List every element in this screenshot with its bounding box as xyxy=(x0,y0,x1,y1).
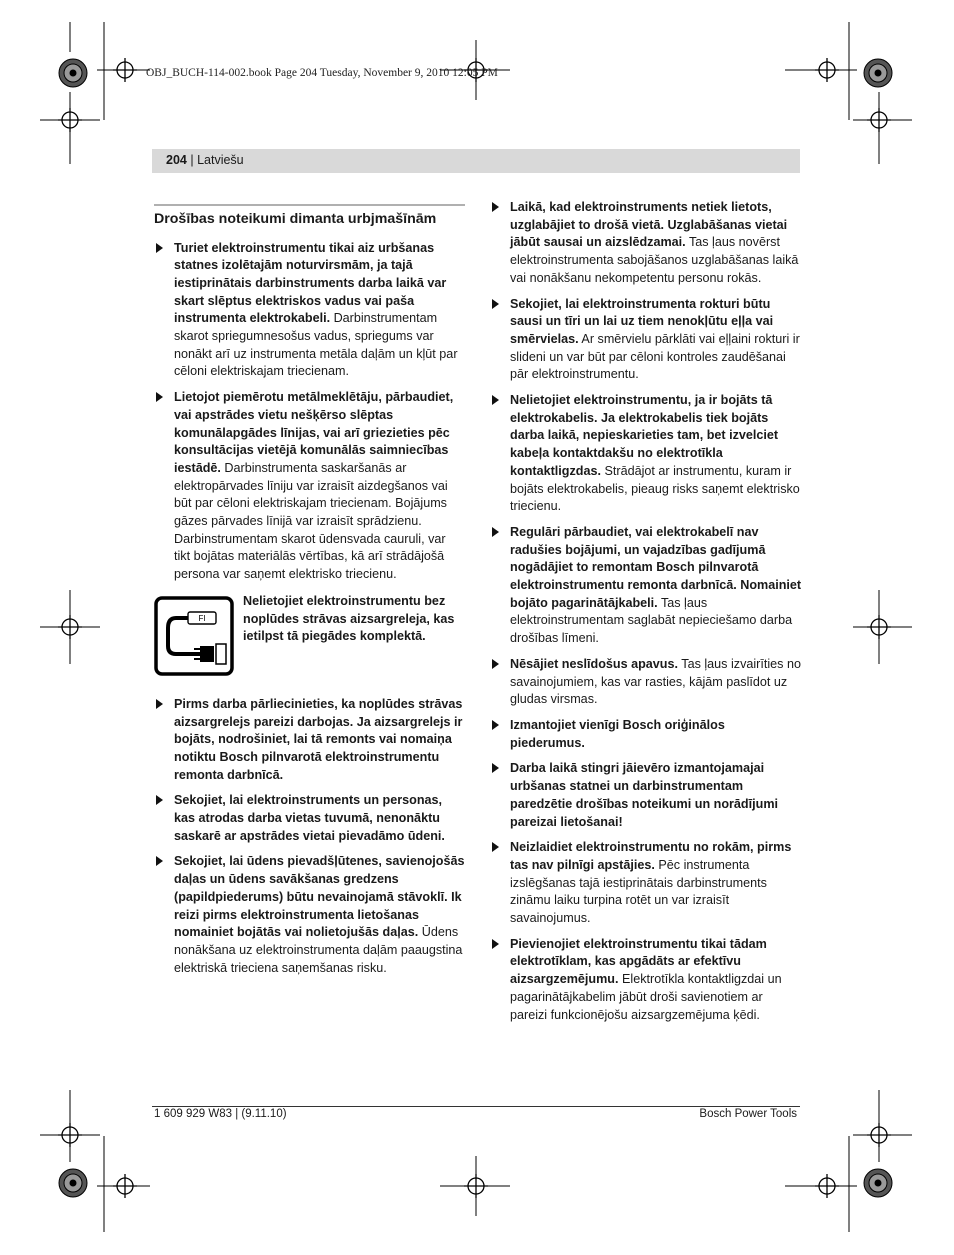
header-separator: | xyxy=(186,153,198,167)
page-header-bar xyxy=(152,149,800,173)
item-bold-text: Sekojiet, lai elektroinstrumenta rokturi būtu sausi un tīri un lai uz tiem nenokļūtu eļļa vai smērvielas. xyxy=(510,296,774,346)
item-bold-text: Laikā, kad elektroinstruments netiek lietots, uzglabājiet to drošā vietā. Uzglabāšanas vietai jābūt sausai un aizslēdzamai. xyxy=(510,200,788,250)
triangle-bullet-icon xyxy=(156,392,163,402)
item-bold-text: Pievienojiet elektroinstrumentu tikai tādam elektrotīklam, kas apgādāts ar efektīvu aizsargzemējumu. xyxy=(510,936,767,987)
triangle-bullet-icon xyxy=(492,299,499,309)
item-bold-text: Regulāri pārbaudiet, vai elektrokabelī nav radušies bojājumi, un vajadzības gadījumā nogādājiet to remontam Bosch pilnvarotā elektroinstrumentu remonta darbnīcā. Nomainiet bojāto pagarinātājkabeli. xyxy=(510,524,802,610)
slug-line: OBJ_BUCH-114-002.book Page 204 Tuesday, November 9, 2010 12:05 PM xyxy=(146,67,498,79)
list-item xyxy=(490,760,802,831)
list-item xyxy=(154,240,465,382)
item-text: Darbinstrumentam skarot spriegumnesošus vadus, spriegums var nonākt arī uz instrumenta metāla daļām un kļūt par cēloni elektriskajam triecienam. xyxy=(174,311,458,379)
triangle-bullet-icon xyxy=(492,395,499,405)
triangle-bullet-icon xyxy=(156,699,163,709)
list-item xyxy=(154,792,465,845)
item-text: Elektrotīkla kontaktligzdai un pagarinātājkabelim jābūt droši savienotiem ar pareizi funkcionējošu aizsargzemējuma ķēdi. xyxy=(510,972,782,1022)
item-text: Tas ļaus novērst elektroinstrumenta sabojāšanos uzglabāšanas laikā vai nonākšanu nekompetentu personu rokās. xyxy=(510,235,799,285)
triangle-bullet-icon xyxy=(492,763,499,773)
item-bold-text: Lietojot piemērotu metālmeklētāju, pārbaudiet, vai apstrādes vietu nešķērso slēptas komunālapgādes līnijas, vai arī griezieties pēc konsultācijas vietējā komunālās saimniecības iestādē. xyxy=(174,390,454,475)
section-rule xyxy=(154,204,465,206)
item-text: Tas ļaus izvairīties no savainojumiem, kas var rasties, kājām paslīdot uz gludas virsmas. xyxy=(510,656,801,707)
item-text: Strādājot ar instrumentu, kuram ir bojāts elektrokabelis, pieaug risks saņemt elektrisko triecienu. xyxy=(510,463,800,514)
triangle-bullet-icon xyxy=(492,842,499,852)
rcd-icon-label: FI xyxy=(198,613,206,623)
left-column xyxy=(154,204,465,985)
rcd-warning-note xyxy=(154,593,465,680)
list-item xyxy=(490,524,802,648)
list-item xyxy=(490,839,802,928)
section-title: Drošības noteikumi dimanta urbjmašīnām xyxy=(154,211,437,227)
item-bold-text: Neizlaidiet elektroinstrumentu no rokām, pirms tas nav pilnīgi apstājies. xyxy=(510,840,792,872)
item-bold-text: Sekojiet, lai ūdens pievadšļūtenes, savienojošās daļas un ūdens savākšanas gredzens (papildpiederums) būtu nevainojamā stāvoklī. Ik reizi pirms elektroinstrumenta lietošanas nomainiet bojātās vai nolietojušās daļas. xyxy=(174,854,465,940)
triangle-bullet-icon xyxy=(492,527,499,537)
rcd-note-text: Nelietojiet elektroinstrumentu bez noplūdes strāvas aizsargreleja, kas ietilpst tā piegādes komplektā. xyxy=(243,593,455,644)
item-bold-text: Turiet elektroinstrumentu tikai aiz urbšanas statnes izolētajām noturvirsmām, ja tajā iestiprinātais darbinstruments darba laikā var skart slēptus elektriskos vadus vai paša instrumenta elektrokabeli. xyxy=(174,240,447,326)
item-bold-text: Darba laikā stingri jāievēro izmantojamajai urbšanas statnei un darbinstrumentam paredzētie drošības noteikumi un norādījumi pareizai lietošanai! xyxy=(510,761,779,829)
triangle-bullet-icon xyxy=(492,659,499,669)
footer-doc-number: 1 609 929 W83 | (9.11.10) xyxy=(154,1108,287,1120)
page-number: 204 xyxy=(166,153,187,167)
list-item xyxy=(490,656,802,709)
list-item xyxy=(154,853,465,977)
item-text: Pēc instrumenta izslēgšanas tajā iestiprinātais darbinstruments zināmu laiku turpina rotēt un var izraisīt savainojumus. xyxy=(510,857,767,926)
item-text: Ūdens nonākšana uz elektroinstrumenta daļām paaugstina elektriskā trieciena saņemšanas risku. xyxy=(174,925,463,975)
rcd-plug-icon xyxy=(154,596,234,676)
triangle-bullet-icon xyxy=(156,795,163,805)
item-bold-text: Nelietojiet elektroinstrumentu, ja ir bojāts tā elektrokabelis. Ja elektrokabelis tiek bojāts darba laikā, nepieskarieties tam, bet izvelciet kabeļa kontaktdakšu no elektrotīkla kontaktligzdas. xyxy=(510,393,779,478)
triangle-bullet-icon xyxy=(156,243,163,253)
list-item xyxy=(490,199,802,288)
triangle-bullet-icon xyxy=(492,720,499,730)
item-bold-text: Izmantojiet vienīgi Bosch oriģinālos piederumus. xyxy=(510,717,725,750)
triangle-bullet-icon xyxy=(492,939,499,949)
page-header xyxy=(166,153,244,167)
list-item xyxy=(154,696,465,785)
footer-brand: Bosch Power Tools xyxy=(699,1108,797,1120)
item-bold-text: Sekojiet, lai elektroinstruments un personas, kas atrodas darba vietas tuvumā, nenonāktu saskarē ar apstrādes vietai pievadāmo ūdeni. xyxy=(174,793,445,843)
list-item xyxy=(490,717,802,752)
item-text: Tas ļaus elektroinstrumentam saglabāt nepieciešamo darba drošības līmeni. xyxy=(510,595,793,646)
triangle-bullet-icon xyxy=(156,856,163,866)
right-column xyxy=(490,199,802,1032)
item-bold-text: Pirms darba pārliecinieties, ka noplūdes strāvas aizsargrelejs pareizi darbojas. Ja aizsargrelejs ir bojāts, nodrošiniet, lai tā remonts vai nomaiņa notiktu Bosch pilnvarotā elektroinstrumentu remonta darbnīcā. xyxy=(174,696,463,782)
footer-rule xyxy=(152,1106,800,1107)
header-language: Latviešu xyxy=(197,153,244,167)
list-item xyxy=(154,389,465,584)
list-item xyxy=(490,936,802,1025)
item-text: Darbinstrumenta saskaršanās ar elektropārvades līniju var izraisīt aizdegšanos vai būt par cēloni elektriskajam triecienam. Bojājums gāzes pārvades līnijā var izraisīt sprādzienu. Darbinstrumentam skarot ūdensvada cauruli, var tikt bojātas materiālās vērtības, kā arī strādājošā persona var saņemt elektrisko triecienu. xyxy=(174,460,448,582)
list-item xyxy=(490,296,802,385)
list-item xyxy=(490,392,802,516)
item-bold-text: Nēsājiet neslīdošus apavus. xyxy=(510,656,678,671)
triangle-bullet-icon xyxy=(492,202,499,212)
item-text: Ar smērvielu pārklāti vai eļļaini rokturi ir slideni un var būt par cēloni kontroles zaudēšanai pār elektroinstrumentu. xyxy=(510,331,800,382)
